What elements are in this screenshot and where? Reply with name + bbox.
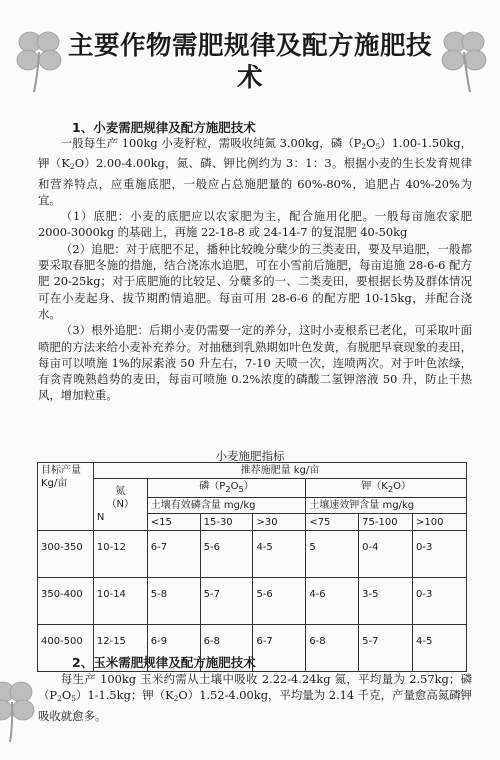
cell-target: 300-350	[38, 531, 94, 578]
cell-p: 6-7	[253, 625, 306, 672]
k-level: >100	[413, 514, 467, 531]
cell-p: 6-8	[200, 625, 253, 672]
clover-icon	[0, 678, 38, 744]
cell-k: 3-5	[359, 578, 413, 625]
cell-p: 4-5	[253, 531, 306, 578]
cell-p: 5-8	[147, 578, 200, 625]
cell-k: 0-4	[359, 531, 413, 578]
section-heading-corn: 2、玉米需肥规律及配方施肥技术	[72, 655, 256, 670]
cell-p: 6-7	[147, 531, 200, 578]
k-level: <75	[306, 514, 359, 531]
cell-k: 4-5	[413, 625, 467, 672]
clover-icon	[438, 28, 490, 94]
header-phosphorus: 磷$(P_2O_5)$	[147, 479, 306, 498]
section-body-corn	[38, 671, 472, 724]
cell-p: 6-9	[147, 625, 200, 672]
header-target-yield: 目标产量Kg/亩	[38, 463, 94, 531]
cell-n: 12-15	[93, 625, 147, 672]
table-caption: 小麦施肥指标	[215, 449, 285, 463]
clover-icon	[14, 28, 64, 94]
cell-target: 350-400	[38, 578, 94, 625]
p-level: <15	[147, 514, 200, 531]
k-level: 75-100	[359, 514, 413, 531]
header-potassium: 钾$(K_2O)$	[306, 479, 467, 498]
p-level: >30	[253, 514, 306, 531]
section-body-wheat	[38, 135, 472, 404]
paragraph: （3）根外追肥：后期小麦仍需要一定的养分，这时小麦根系已老化，可采取叶面喷肥的方法来给小麦补充养分。对抽穗到乳熟期如叶色发黄，有脱肥早衰现象的麦田，每亩可以喷施 1%的尿素液 50 升左右，7-10 天喷一次，连喷两次。对于叶色浓绿，有贪青晚熟趋势的麦田，每亩可喷施 0.2%浓度的磷酸二氢钾溶液 50 升，防止干热风，增加粒重。	[38, 323, 472, 403]
fertilizer-table	[37, 462, 467, 672]
paragraph: （1）底肥：小麦的底肥应以农家肥为主，配合施用化肥。一般每亩施农家肥 2000-3000kg 的基础上，再施 22-18-8 或 24-14-7 的复混肥 40-50kg	[38, 209, 472, 240]
cell-target: 400-500	[38, 625, 94, 672]
table-row	[38, 578, 467, 625]
cell-k: 0-3	[413, 531, 467, 578]
cell-k: 6-8	[306, 625, 359, 672]
header-nitrogen: 氮 （N） N	[93, 479, 147, 531]
cell-k: 4-6	[306, 578, 359, 625]
cell-k: 5-7	[359, 625, 413, 672]
table-row	[38, 531, 467, 578]
cell-p: 5-6	[253, 578, 306, 625]
cell-n: 10-14	[93, 578, 147, 625]
document-title: 主要作物需肥规律及配方施肥技术	[67, 31, 432, 93]
cell-p: 5-7	[200, 578, 253, 625]
cell-k: 0-3	[413, 578, 467, 625]
cell-p: 5-6	[200, 531, 253, 578]
section-heading-wheat: 1、小麦需肥规律及配方施肥技术	[72, 120, 256, 135]
p-level: 15-30	[200, 514, 253, 531]
header-soil-p: 土壤有效磷含量 mg/kg	[147, 498, 306, 514]
cell-k: 5	[306, 531, 359, 578]
paragraph: （2）追肥：对于底肥不足，播种比较晚分蘖少的三类麦田，要及早追肥，一般都要采取春肥冬施的措施，结合浇冻水追肥，可在小雪前后施肥，每亩追施 28-6-6 配方肥 20-25kg；对于底肥施的比较足、分蘖多的一、二类麦田，要根据长势及群体情况可在小麦起身、拔节期酌情追肥。每亩可用 28-6-6 的配方肥 10-15kg，并配合浇水。	[38, 241, 472, 321]
paragraph: 一般每生产 100kg 小麦籽粒，需吸收纯氮 3.00kg，磷$(P_2O_5)1.00-1.50kg$，钾$(K_2O)2.00-4.00kg$，氮、磷、钾比例约为 3：1：3。根据小麦的生长发育规律和营养特点，应重施底肥，一般应占总施肥量的 60%-80%，追肥占 40%-20%为宜。	[38, 136, 473, 207]
header-recommend: 推荐施肥量 kg/亩	[93, 463, 466, 479]
paragraph: 每生产 100kg 玉米约需从土壤中吸收 2.22-4.24kg 氮，平均量为 2.57kg；磷$(P_2O_5)1-1.5kg$；钾$(K_2O)1.52-4.00kg$，平均量为 2.14 千克，产量愈高氮磷钾吸收就愈多。	[38, 672, 472, 723]
header-soil-k: 土壤速效钾含量 mg/kg	[306, 498, 467, 514]
cell-n: 10-12	[93, 531, 147, 578]
